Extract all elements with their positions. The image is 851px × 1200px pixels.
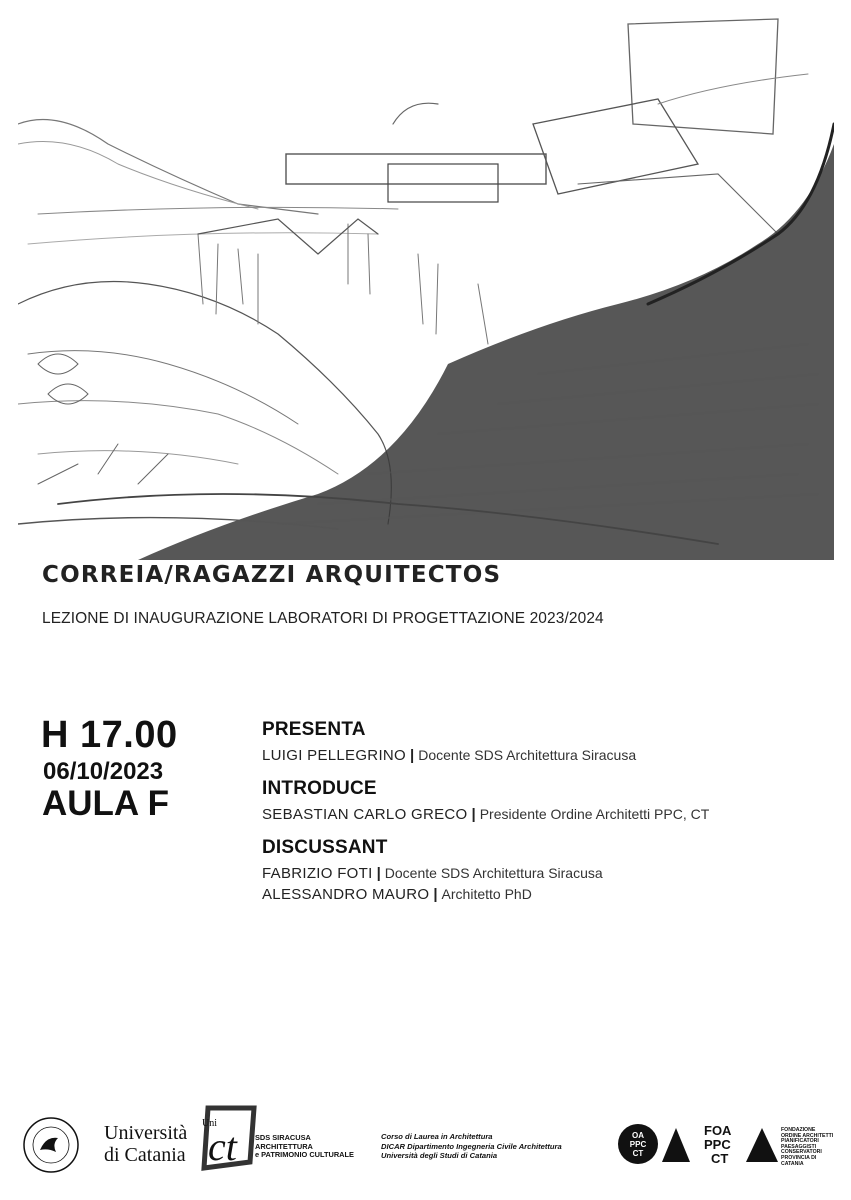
oa-ppc-ct-logo	[618, 1122, 706, 1166]
corso-line3: Università degli Studi di Catania	[381, 1151, 498, 1160]
separator: |	[433, 886, 438, 903]
university-seal-logo	[22, 1116, 80, 1174]
event-subtitle: LEZIONE DI INAUGURAZIONE LABORATORI DI PROGETTAZIONE 2023/2024	[42, 610, 604, 627]
oa-text-line3: CT	[632, 1149, 644, 1158]
university-name-logo	[104, 1122, 187, 1166]
event-date: 06/10/2023	[43, 758, 164, 785]
role-heading: DISCUSSANT	[262, 837, 388, 858]
speaker-entry	[262, 804, 822, 825]
fond-line: PROVINCIA DI	[781, 1154, 817, 1161]
fond-line: PIANIFICATORI	[781, 1138, 819, 1145]
speaker-entry	[262, 884, 822, 905]
uni-ct-small: Uni	[202, 1118, 217, 1129]
landscape-sketch-illustration	[18, 4, 834, 560]
university-line1: Università	[104, 1122, 188, 1144]
speakers-list	[262, 719, 822, 917]
uni-ct-logo	[194, 1104, 260, 1174]
footer-logos	[14, 1104, 839, 1176]
fond-line: FONDAZIONE	[781, 1127, 816, 1133]
oa-text-line2: PPC	[629, 1140, 647, 1149]
speaker-affiliation: Architetto PhD	[441, 886, 532, 902]
event-room: AULA F	[42, 784, 170, 823]
sds-line3: e PATRIMONIO CULTURALE	[255, 1150, 354, 1160]
fondazione-text	[781, 1128, 833, 1167]
uni-ct-mark: ct	[208, 1124, 237, 1169]
fond-line: CATANIA	[781, 1160, 804, 1167]
sds-line1: SDS SIRACUSA	[255, 1133, 311, 1142]
fond-line: ORDINE ARCHITETTI	[781, 1132, 834, 1139]
event-time: H 17.00	[41, 714, 178, 756]
fond-line: PAESAGGISTI	[781, 1143, 817, 1150]
separator: |	[410, 747, 415, 764]
speaker-name: FABRIZIO FOTI	[262, 865, 373, 882]
oa-text-line1: OA	[632, 1131, 644, 1140]
fond-line: CONSERVATORI	[781, 1149, 822, 1156]
speaker-name: LUIGI PELLEGRINO	[262, 747, 407, 764]
role-heading: INTRODUCE	[262, 778, 377, 799]
sds-line2: ARCHITETTURA	[255, 1141, 313, 1151]
sds-siracusa-text	[255, 1134, 354, 1160]
role-introduce	[262, 778, 822, 825]
speaker-affiliation: Docente SDS Architettura Siracusa	[384, 865, 603, 881]
speaker-affiliation: Docente SDS Architettura Siracusa	[418, 747, 637, 763]
foa-ppc-ct-logo	[702, 1122, 782, 1168]
foa-text-line2: PPC	[704, 1137, 731, 1152]
separator: |	[376, 865, 381, 882]
role-discussant	[262, 837, 822, 905]
role-presenta	[262, 719, 822, 766]
speaker-name: ALESSANDRO MAURO	[262, 886, 430, 903]
corso-line2: DICAR Dipartimento Ingegneria Civile Architettura	[381, 1141, 562, 1151]
speaker-entry	[262, 745, 822, 766]
speaker-affiliation: Presidente Ordine Architetti PPC, CT	[479, 806, 710, 822]
separator: |	[471, 806, 476, 823]
foa-text-line3: CT	[711, 1151, 729, 1166]
corso-laurea-text	[381, 1132, 562, 1161]
corso-line1: Corso di Laurea in Architettura	[381, 1132, 493, 1141]
event-title: CORREIA/RAGAZZI ARQUITECTOS	[42, 562, 502, 588]
speaker-entry	[262, 863, 822, 884]
speaker-name: SEBASTIAN CARLO GRECO	[262, 806, 468, 823]
foa-text-line1: FOA	[704, 1123, 732, 1138]
university-line2: di Catania	[104, 1144, 186, 1166]
role-heading: PRESENTA	[262, 719, 366, 740]
